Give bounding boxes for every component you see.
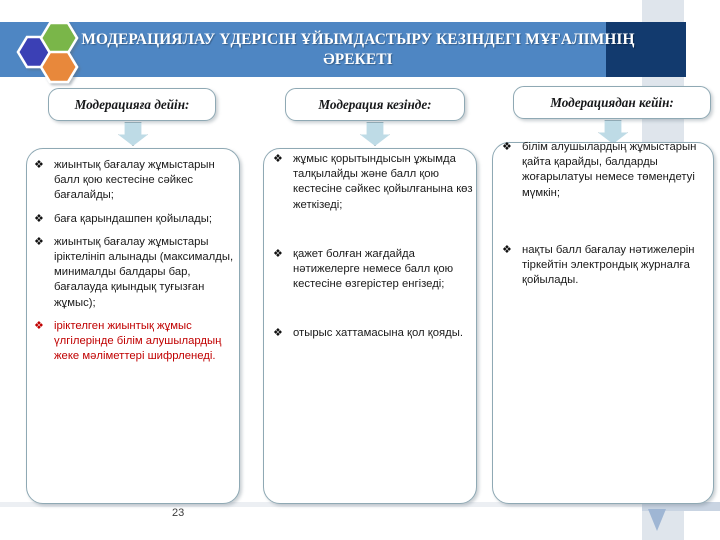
column-1-heading-label: Модерацияға дейін: <box>74 96 190 112</box>
list-item-text: білім алушылардың жұмыстарын қайта қарайды, балдарды жоғарылатуы немесе төмендетуі мүмкін; <box>522 141 697 199</box>
list-item-text: жиынтық бағалау жұмыстарын балл қою кестесіне сәйкес бағалайды; <box>54 159 215 202</box>
list-item-text: отырыс хаттамасына қол қояды. <box>293 327 463 340</box>
list-item <box>34 235 239 311</box>
page-number: 23 <box>172 507 185 519</box>
list-item <box>273 152 478 213</box>
list-item <box>502 140 716 201</box>
bullet-diamond-icon: ❖ <box>34 159 44 171</box>
bullet-diamond-icon: ❖ <box>273 153 283 165</box>
list-item <box>273 326 478 341</box>
list-item <box>34 212 239 227</box>
column-3-bullet-list <box>502 140 716 296</box>
list-item-highlighted <box>34 319 239 365</box>
bullet-diamond-icon: ❖ <box>34 319 44 332</box>
bullet-diamond-icon: ❖ <box>273 247 283 260</box>
bullet-diamond-icon: ❖ <box>502 243 512 256</box>
column-during-moderation <box>251 0 483 540</box>
column-after-moderation <box>488 0 720 540</box>
hexagon-logo-icon <box>8 12 90 94</box>
bullet-diamond-icon: ❖ <box>273 327 283 340</box>
bullet-diamond-icon: ❖ <box>502 141 512 153</box>
list-item-text: нақты балл бағалау нәтижелерін тіркейтін электрондық журналға қойылады. <box>522 243 695 287</box>
column-3-heading-label: Модерациядан кейін: <box>550 94 674 110</box>
page-title: МОДЕРАЦИЯЛАУ ҮДЕРІСІН ҰЙЫМДАСТЫРУ КЕЗІНДЕГІ МҰҒАЛІМНІҢ ӘРЕКЕТІ <box>81 30 635 68</box>
column-2-bullet-list <box>273 152 478 350</box>
list-item-text: іріктелген жиынтық жұмыс үлгілерінде білім алушылардың жеке мәліметтері шифрленеді. <box>54 319 222 363</box>
column-1-down-arrow-icon <box>118 122 148 146</box>
column-1-bullet-list <box>34 158 239 372</box>
bullet-diamond-icon: ❖ <box>34 212 44 225</box>
list-item <box>502 243 716 289</box>
bullet-diamond-icon: ❖ <box>34 235 44 248</box>
column-2-heading-box <box>285 88 465 121</box>
list-item <box>273 247 478 293</box>
column-3-heading-box <box>513 86 711 119</box>
column-2-down-arrow-icon <box>360 122 390 146</box>
list-item-text: жұмыс қорытындысын ұжымда талқылайды және балл қою кестесіне сәйкес қойылғанына көз жеткізеді; <box>293 153 473 211</box>
list-item-text: жиынтық бағалау жұмыстары іріктелініп алынады (максималды, минималды балдары бар, бағалауда қиындық туғызған жұмыс); <box>54 235 234 309</box>
list-item <box>34 158 239 204</box>
hexagon-green <box>41 23 77 53</box>
hexagon-logo-cluster <box>8 12 90 94</box>
hexagon-orange <box>41 52 77 82</box>
list-item-text: қажет болған жағдайда нәтижелерге немесе балл қою кестесіне өзгерістер енгізеді; <box>293 247 454 291</box>
list-item-text: баға қарындашпен қойылады; <box>54 212 212 225</box>
column-2-heading-label: Модерация кезінде: <box>318 96 432 112</box>
